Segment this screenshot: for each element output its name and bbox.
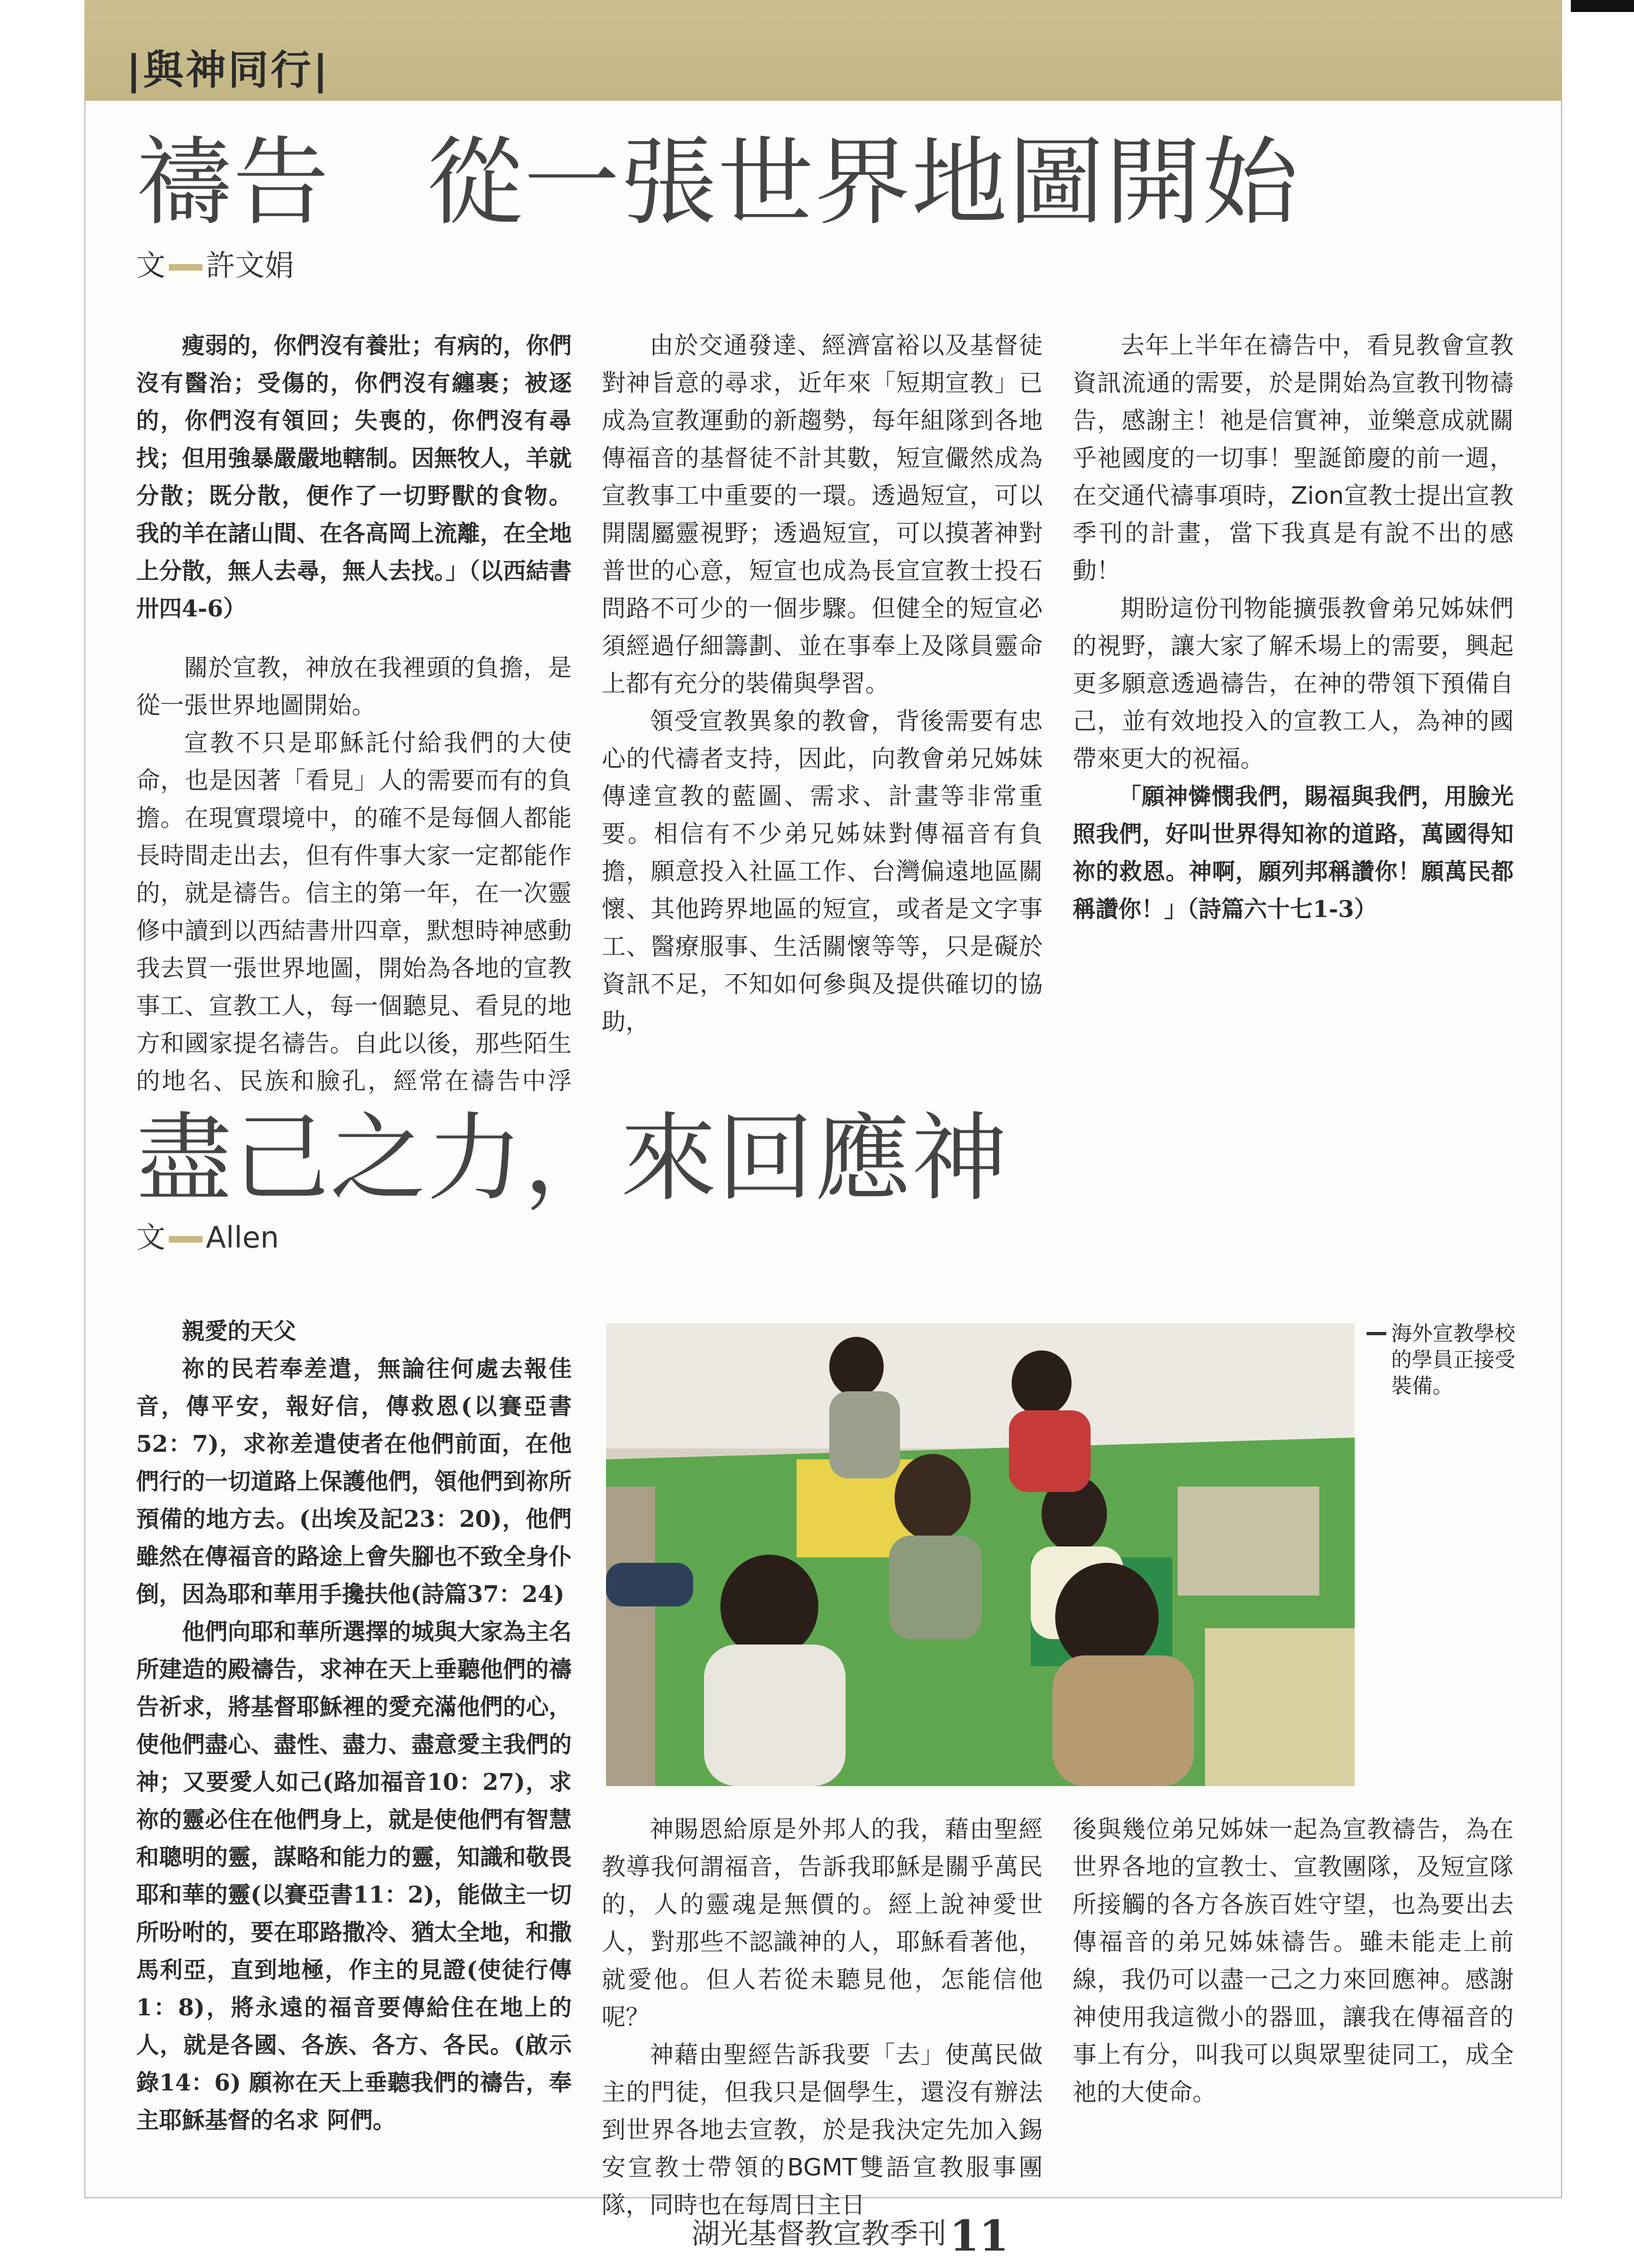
- publication-name: 湖光基督教宣教季刊: [691, 2218, 947, 2251]
- byline-dash: [169, 264, 203, 271]
- photo-caption: 海外宣教學校的學員正接受裝備。: [1391, 1322, 1516, 1398]
- byline-dash: [169, 1236, 203, 1243]
- article1-paragraph: 領受宣教異象的教會，背後需要有忠心的代禱者支持，因此，向教會弟兄姊妹傳達宣教的藍圖、需求、計畫等非常重要。相信有不少弟兄姊妹對傳福音有負擔，願意投入社區工作、台灣偏遠地區關懷、其他跨界地區的短宣，或者是文字事工、醫療服事、生活關懷等等，只是礙於資訊不足，不知如何參與及提供確切的協助，: [602, 707, 1043, 1036]
- page-number: 11: [950, 2211, 1009, 2261]
- article2-column-3: [1073, 1811, 1514, 2111]
- article1-column-2: [602, 327, 1043, 1041]
- byline-prefix: 文: [136, 1220, 166, 1255]
- article2-paragraph: 神賜恩給原是外邦人的我，藉由聖經教導我何謂福音，告訴我耶穌是關乎萬民的，人的靈魂是無價的。經上說神愛世人，對那些不認識神的人，耶穌看著他，就愛他。但人若從未聽見他，怎能信他呢？: [602, 1815, 1043, 2031]
- article2-paragraph: 後與幾位弟兄姊妹一起為宣教禱告，為在世界各地的宣教士、宣教團隊，及短宣隊所接觸的各方各族百姓守望，也為要出去傳福音的弟兄姊妹禱告。雖未能走上前線，我仍可以盡一己之力來回應神。感謝神使用我這微小的器皿，讓我在傳福音的事上有分，叫我可以與眾聖徒同工，成全祂的大使命。: [1073, 1815, 1514, 2106]
- article1-column-1: [136, 327, 572, 1100]
- article2-photo: [606, 1323, 1355, 1786]
- article1-epigraph: 瘦弱的，你們沒有養壯；有病的，你們沒有醫治；受傷的，你們沒有纏裹；被逐的，你們沒有領回；失喪的，你們沒有尋找；但用強暴嚴嚴地轄制。因無牧人，羊就分散；既分散，便作了一切野獸的食物。 我的羊在諸山間、在各高岡上流離，在全地上分散，無人去尋，無人去找。」（以西結書卅四4-6）: [136, 332, 572, 622]
- scan-edge: [1571, 0, 1634, 12]
- article1-paragraph: 去年上半年在禱告中，看見教會宣教資訊流通的需要，於是開始為宣教刊物禱告，感謝主！祂是信實神，並樂意成就關乎祂國度的一切事！聖誕節慶的前一週，在交通代禱事項時，Zion宣教士提出宣教季刊的計畫，當下我真是有說不出的感動！: [1073, 332, 1514, 585]
- article2-paragraph: 神藉由聖經告訴我要「去」使萬民做主的門徒，但我只是個學生，還沒有辦法到世界各地去宣教，於是我決定先加入錫安宣教士帶領的BGMT雙語宣教服事團隊，同時也在每周日主日: [602, 2041, 1043, 2219]
- caption-dash: [1367, 1332, 1386, 1335]
- article1-closing-verse: 「願神憐憫我們，賜福與我們，用臉光照我們，好叫世界得知祢的道路，萬國得知祢的救恩。神啊，願列邦稱讚你！願萬民都稱讚你！」（詩篇六十七1-3）: [1073, 783, 1514, 922]
- article2-byline: [136, 1214, 279, 1256]
- article1-byline: [136, 242, 294, 284]
- prayer-paragraph: 祢的民若奉差遣，無論往何處去報佳音，傳平安，報好信，傳救恩(以賽亞書52：7)，求祢差遣使者在他們前面，在他們行的一切道路上保護他們，領他們到祢所預備的地方去。(出埃及記23：20)，他們雖然在傳福音的路途上會失腳也不致全身仆倒，因為耶和華用手攙扶他(詩篇37：24): [136, 1355, 572, 1607]
- page-footer: [691, 2211, 1009, 2261]
- article2-author: Allen: [206, 1220, 279, 1255]
- byline-prefix: 文: [136, 248, 166, 283]
- article1-paragraph: 由於交通發達、經濟富裕以及基督徒對神旨意的尋求，近年來「短期宣教」已成為宣教運動的新趨勢，每年組隊到各地傳福音的基督徒不計其數，短宣儼然成為宣教事工中重要的一環。透過短宣，可以開闊屬靈視野；透過短宣，可以摸著神對普世的心意，短宣也成為長宣宣教士投石問路不可少的一個步驟。但健全的短宣必須經過仔細籌劃、並在事奉上及隊員靈命上都有充分的裝備與學習。: [602, 332, 1043, 698]
- article1-author: 許文娟: [206, 248, 294, 283]
- prayer-paragraph: 他們向耶和華所選擇的城與大家為主名所建造的殿禱告，求神在天上垂聽他們的禱告祈求，將基督耶穌裡的愛充滿他們的心，使他們盡心、盡性、盡力、盡意愛主我們的神；又要愛人如己(路加福音10：27)，求祢的靈必住在他們身上，就是使他們有智慧和聰明的靈，謀略和能力的靈，知識和敬畏耶和華的靈(以賽亞書11：2)，能做主一切所吩咐的，要在耶路撒冷、猶太全地，和撒馬利亞，直到地極，作主的見證(使徒行傳1：8)，將永遠的福音要傳給住在地上的人，就是各國、各族、各方、各民。(啟示錄14：6) 願祢在天上垂聽我們的禱告，奉主耶穌基督的名求 阿們。: [136, 1618, 572, 2133]
- photo-illustration: [606, 1323, 1355, 1786]
- article1-title: 禱告 從一張世界地圖開始: [136, 127, 1300, 239]
- article2-prayer: [136, 1312, 572, 2139]
- prayer-greeting: 親愛的天父: [182, 1318, 297, 1344]
- article1-column-3: [1073, 327, 1514, 928]
- article2-title: 盡己之力，來回應神: [136, 1103, 1009, 1214]
- article1-paragraph: 關於宣教，神放在我裡頭的負擔，是從一張世界地圖開始。: [136, 654, 572, 719]
- article1-paragraph: 宣教不只是耶穌託付給我們的大使命，也是因著「看見」人的需要而有的負擔。在現實環境中，的確不是每個人都能長時間走出去，但有件事大家一定都能作的，就是禱告。信主的第一年，在一次靈修中讀到以西結書卅四章，默想時神感動我去買一張世界地圖，開始為各地的宣教事工、宣教工人，每一個聽見、看見的地方和國家提名禱告。自此以後，那些陌生的地名、民族和臉孔，經常在禱告中浮: [136, 729, 572, 1095]
- section-label: |與神同行|: [126, 47, 331, 94]
- article2-column-2: [602, 1811, 1043, 2224]
- article1-paragraph: 期盼這份刊物能擴張教會弟兄姊妹們的視野，讓大家了解禾場上的需要，興起更多願意透過禱告，在神的帶領下預備自己，並有效地投入的宣教工人，為神的國帶來更大的祝福。: [1073, 595, 1514, 773]
